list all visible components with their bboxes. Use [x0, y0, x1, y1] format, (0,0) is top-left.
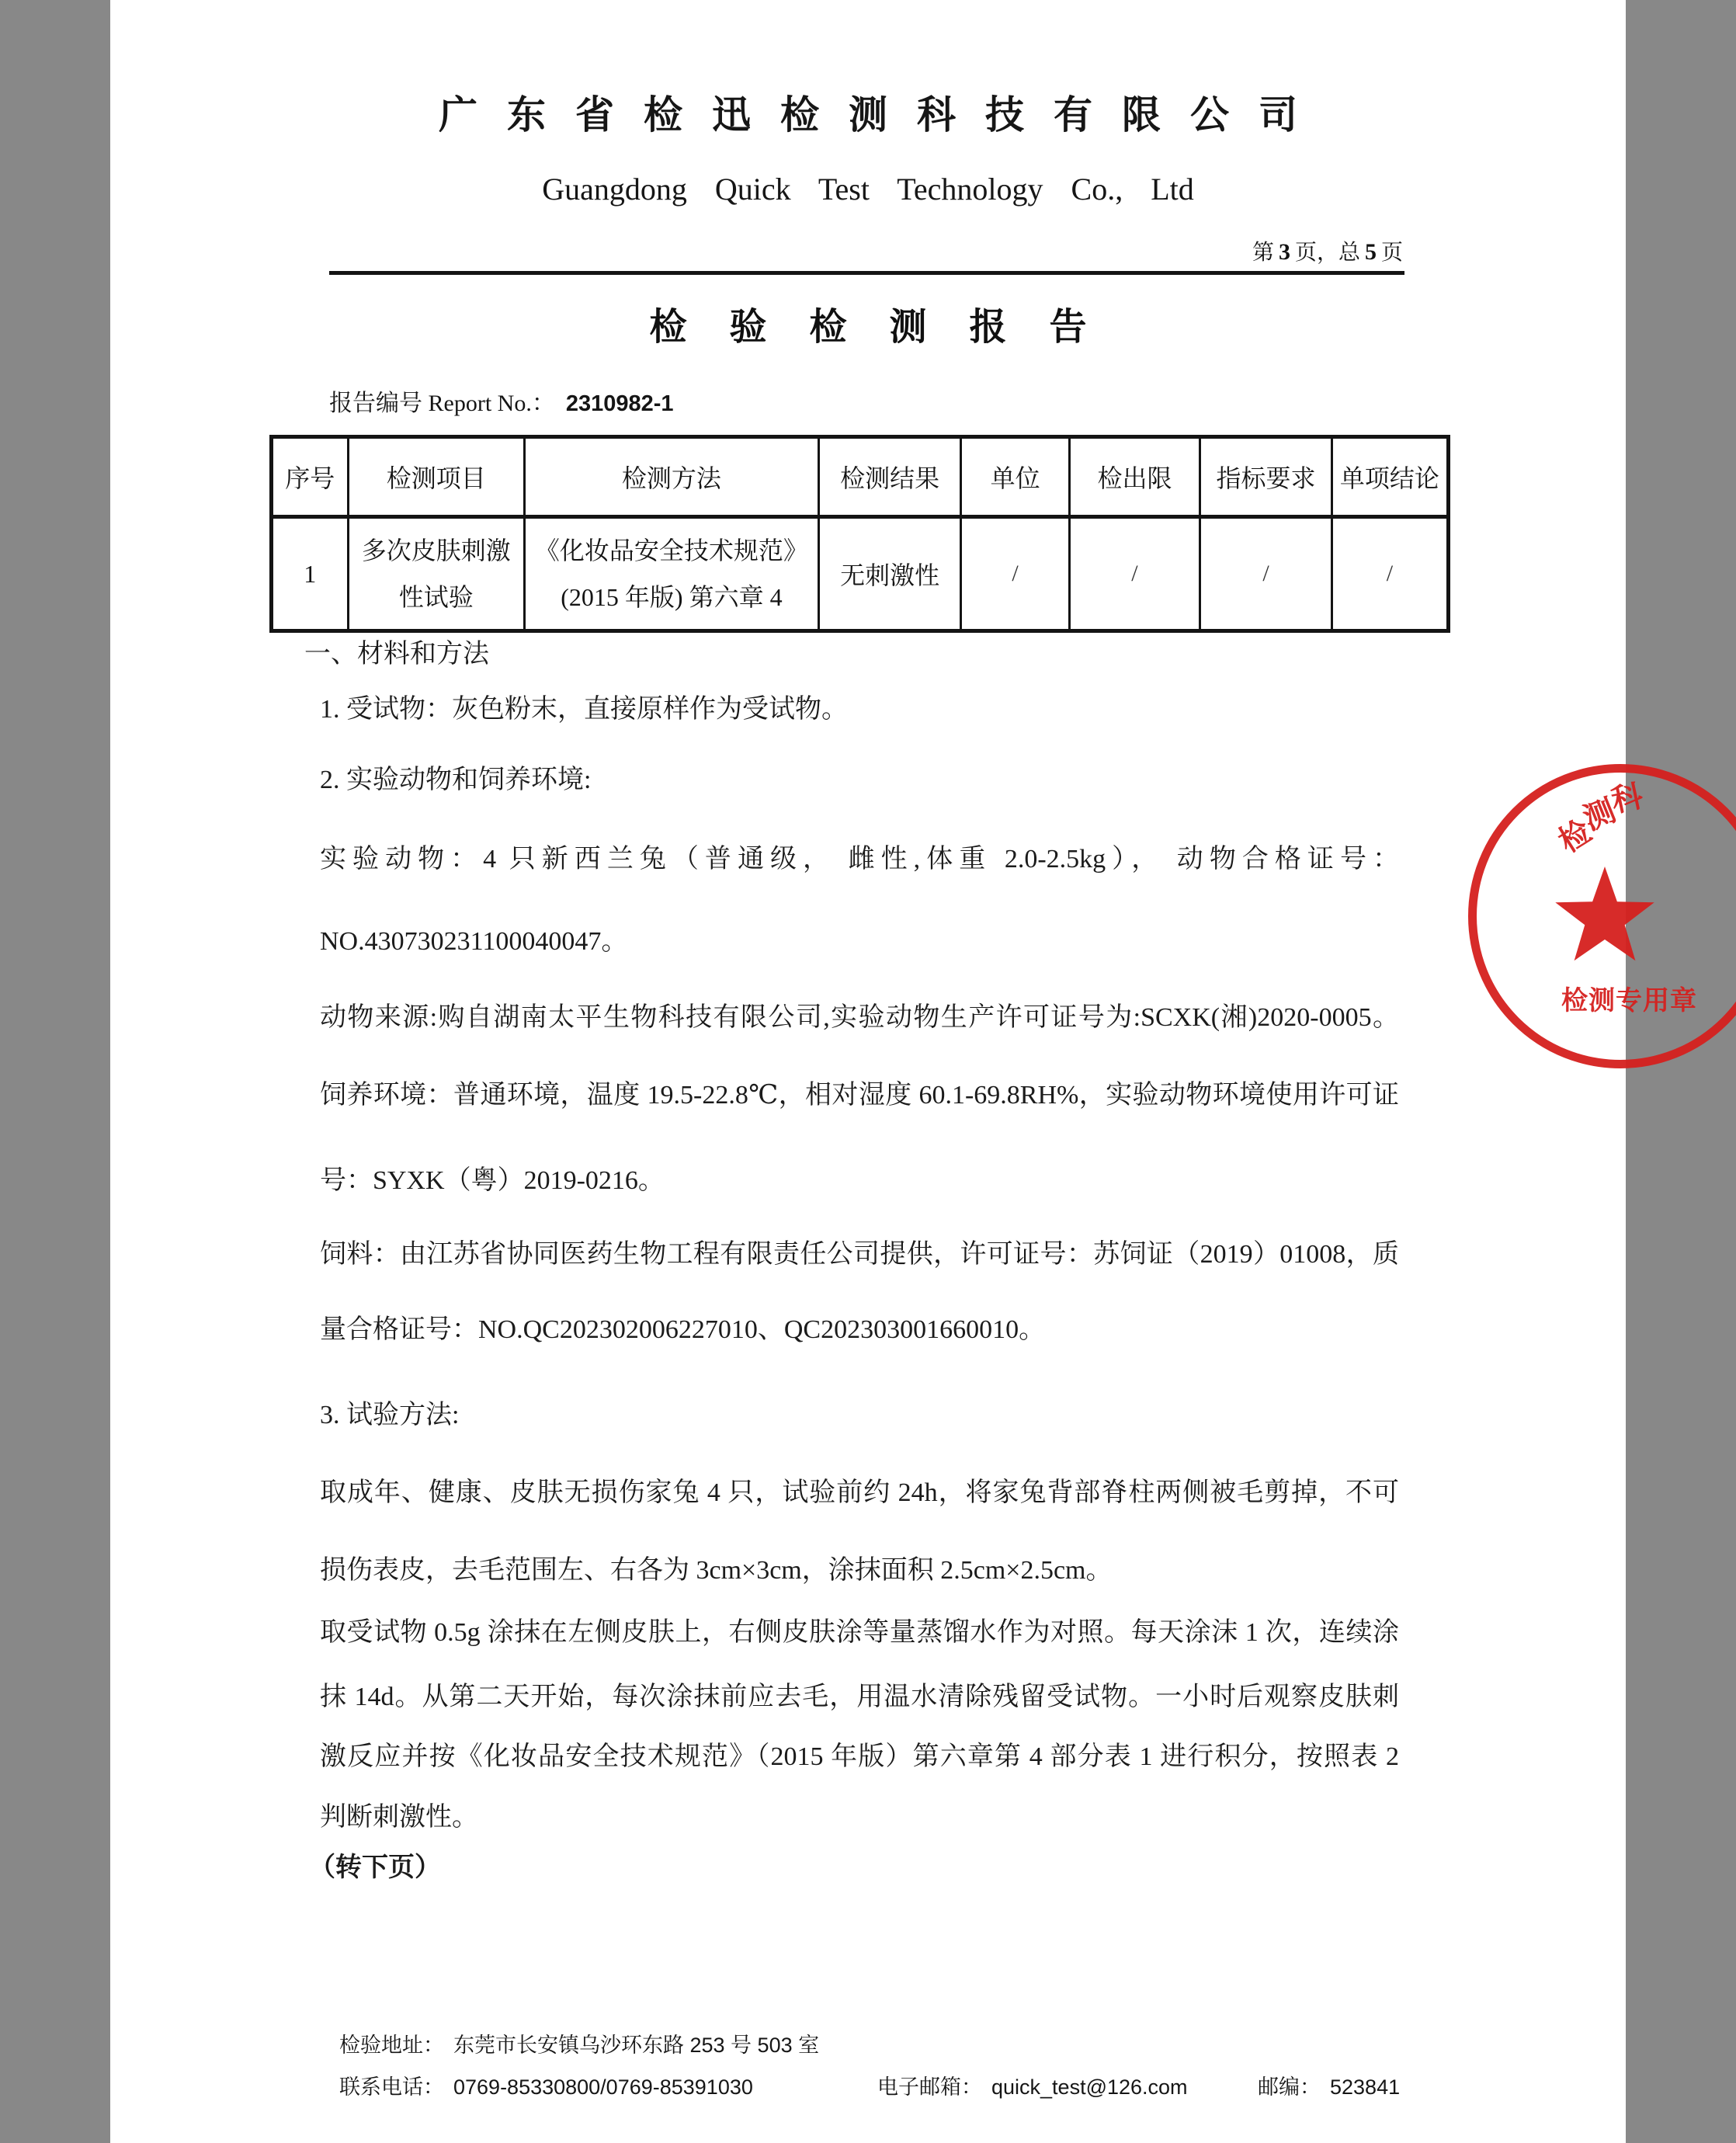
email-label: 电子邮箱： [877, 2075, 982, 2099]
body-line: 判断刺激性。 [320, 1803, 478, 1832]
page-number [1252, 235, 1403, 266]
footer-email [877, 2070, 1188, 2100]
footer-address [339, 2028, 819, 2058]
cell-item [348, 517, 524, 631]
col-header-conclusion: 单项结论 [1332, 437, 1448, 517]
footer-contact-row [339, 2070, 1442, 2112]
body-line: 激反应并按《化妆品安全技术规范》（2015 年版）第六章第 4 部分表 1 进行积分，按照表 2 [320, 1742, 1399, 1771]
stamp-bottom-text: 检测专用章 [1561, 987, 1697, 1016]
stamp-circle-border [1468, 764, 1736, 1068]
col-header-item: 检测项目 [348, 437, 524, 517]
continued-next-page-note: （转下页） [309, 1853, 441, 1882]
footer-phone [339, 2070, 753, 2100]
page-number-suffix: 页 [1380, 241, 1403, 265]
cell-method [524, 517, 818, 631]
footer-address-row [339, 2028, 1442, 2070]
body-line: 3. 试验方法: [320, 1401, 460, 1429]
document-title: 检验检测报告 [649, 307, 1130, 348]
col-header-limit: 检出限 [1069, 437, 1200, 517]
body-line: 号：SYXK（粤）2019-0216。 [320, 1166, 665, 1195]
body-line: 量合格证号：NO.QC202302006227010、QC202303001660010。 [320, 1315, 1046, 1344]
cell-result: 无刺激性 [818, 517, 960, 631]
body-line: 抹 14d。从第二天开始，每次涂抹前应去毛，用温水清除残留受试物。一小时后观察皮肤刺 [320, 1683, 1399, 1711]
table-header-row [272, 437, 1449, 517]
stamp-arc-char: 检 [1552, 813, 1598, 860]
body-line: 饲养环境：普通环境，温度 19.5-22.8℃，相对湿度 60.1-69.8RH%，实验动物环境使用许可证 [320, 1081, 1399, 1110]
zip-value: 523841 [1330, 2075, 1401, 2099]
cell-item-line2: 性试验 [398, 583, 474, 611]
col-header-seq: 序号 [272, 437, 349, 517]
address-value: 东莞市长安镇乌沙环东路 253 号 503 室 [453, 2034, 820, 2057]
stamp-arc-char: 科 [1608, 778, 1646, 819]
page-number-middle: 页，总 [1294, 241, 1360, 265]
col-header-result: 检测结果 [818, 437, 960, 517]
cell-conclusion: / [1332, 517, 1448, 631]
cell-seq: 1 [272, 517, 349, 631]
body-line: 实验动物：4 只新西兰兔（普通级， 雌性,体重 2.0-2.5kg）， 动物合格证号： [320, 845, 1399, 874]
col-header-unit: 单位 [961, 437, 1069, 517]
col-header-requirement: 指标要求 [1200, 437, 1332, 517]
col-header-method: 检测方法 [524, 437, 818, 517]
company-name-en: Guangdong Quick Test Technology Co., Ltd [542, 172, 1194, 207]
phone-value: 0769-85330800/0769-85391030 [453, 2075, 753, 2099]
star-icon [1550, 864, 1659, 973]
section-heading: 一、材料和方法 [304, 640, 489, 669]
address-label: 检验地址： [339, 2034, 444, 2057]
zip-label: 邮编： [1258, 2075, 1321, 2099]
report-number-line [329, 384, 674, 418]
phone-label: 联系电话： [339, 2075, 444, 2099]
footer-zip [1258, 2070, 1400, 2100]
email-value: quick_test@126.com [991, 2075, 1188, 2099]
official-stamp [1552, 761, 1697, 1073]
body-line: 取受试物 0.5g 涂抹在左侧皮肤上，右侧皮肤涂等量蒸馏水作为对照。每天涂沫 1 次，连续涂 [320, 1618, 1399, 1647]
report-number-value: 2310982-1 [565, 391, 674, 416]
test-result-table [269, 435, 1450, 633]
cell-method-line1: 《化妆品安全技术规范》 [534, 537, 808, 564]
body-line: 饲料：由江苏省协同医药生物工程有限责任公司提供，许可证号：苏饲证（2019）01008，质 [320, 1240, 1399, 1269]
cell-unit: / [961, 517, 1069, 631]
body-line: 2. 实验动物和饲养环境: [320, 766, 592, 794]
body-line: 取成年、健康、皮肤无损伤家兔 4 只，试验前约 24h，将家兔背部脊柱两侧被毛剪掉，不可 [320, 1478, 1399, 1507]
cell-method-line2: (2015 年版) 第六章 4 [561, 583, 783, 611]
cell-requirement: / [1200, 517, 1332, 631]
body-line: 1. 受试物：灰色粉末，直接原样作为受试物。 [320, 695, 848, 724]
cell-item-line1: 多次皮肤刺激 [361, 537, 511, 564]
report-footer [339, 2028, 1442, 2112]
header-divider-rule [329, 271, 1404, 275]
page-number-prefix: 第 [1252, 241, 1274, 265]
body-line: NO.430730231100040047。 [320, 927, 628, 956]
page-number-current: 3 [1278, 239, 1290, 265]
company-name-cn: 广东省检迅检测科技有限公司 [439, 93, 1327, 137]
page-number-total: 5 [1364, 239, 1377, 265]
stamp-arc-char: 测 [1578, 792, 1621, 837]
report-page [110, 0, 1697, 2143]
report-number-label: 报告编号 Report No.： [329, 391, 555, 416]
table-row [272, 517, 1449, 631]
cell-limit: / [1069, 517, 1200, 631]
body-line: 损伤表皮，去毛范围左、右各为 3cm×3cm，涂抹面积 2.5cm×2.5cm。 [320, 1556, 1113, 1585]
body-line: 动物来源:购自湖南太平生物科技有限公司,实验动物生产许可证号为:SCXK(湘)2020-0005。 [320, 1003, 1399, 1032]
